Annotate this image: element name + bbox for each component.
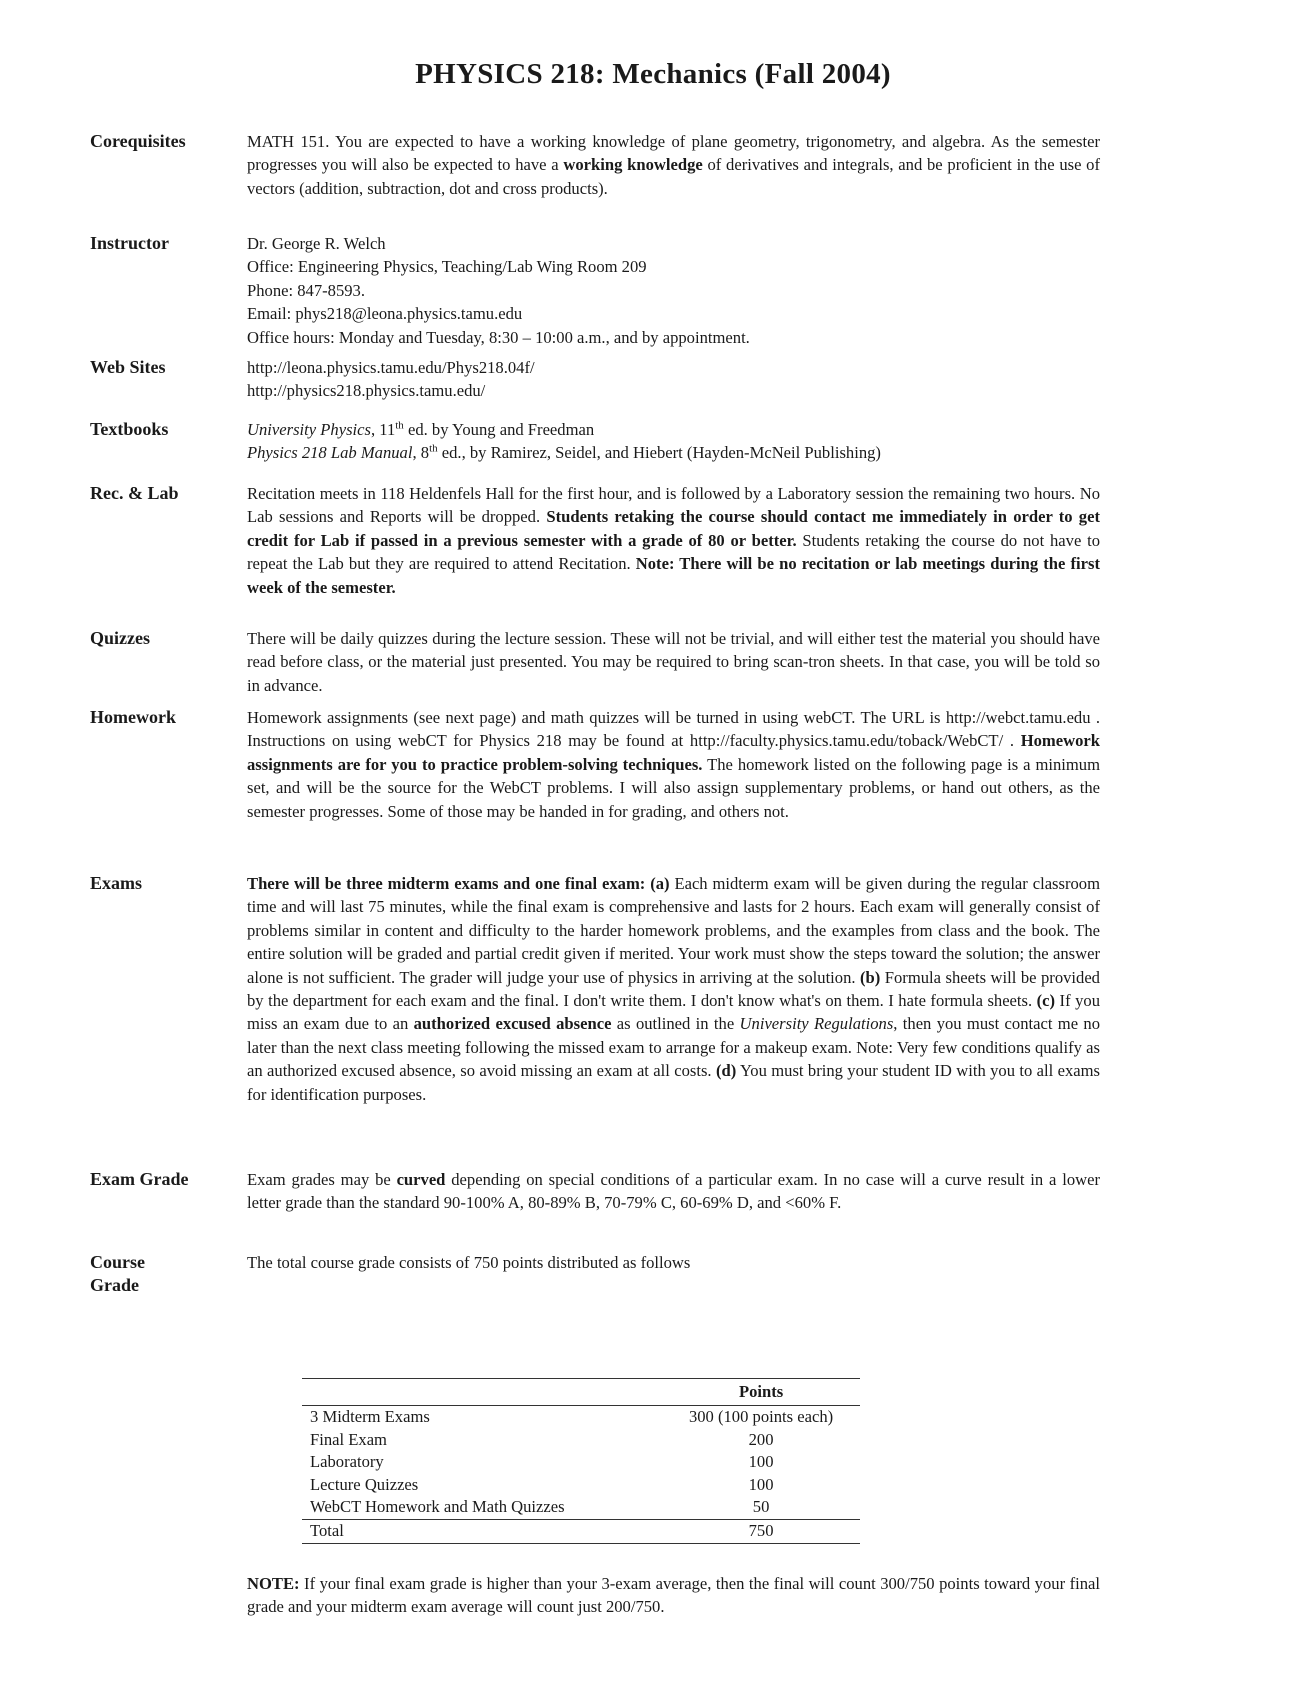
section-label: Exam Grade bbox=[90, 1169, 189, 1189]
section-label: Homework bbox=[90, 707, 176, 727]
instructor-office: Office: Engineering Physics, Teaching/Lab Wing Room 209 bbox=[247, 257, 647, 277]
table-row: 3 Midterm Exams 300 (100 points each) bbox=[310, 1407, 834, 1426]
textbook-item: University Physics, 11th ed. by Young and Freedman bbox=[247, 419, 595, 439]
section-label: Course Grade bbox=[90, 1252, 145, 1295]
section-label: Instructor bbox=[90, 233, 169, 253]
website-link[interactable]: http://physics218.physics.tamu.edu/ bbox=[247, 381, 486, 401]
section-body: There will be daily quizzes during the lecture session. These will not be trivial, and will either test the material you should have read before class, or the material just presented. You may be required to bring scan-tron sheets. In that case, you will be told so in advance. bbox=[247, 629, 1100, 695]
section-label: Rec. & Lab bbox=[90, 483, 179, 503]
instructor-email: Email: phys218@leona.physics.tamu.edu bbox=[247, 304, 523, 324]
final-note: NOTE: If your final exam grade is higher than your 3-exam average, then the final will count 300/750 points toward your final grade and your midterm exam average will count just 200/750. bbox=[247, 1574, 1100, 1617]
textbooks-list bbox=[247, 418, 1100, 465]
section-label: Quizzes bbox=[90, 628, 150, 648]
instructor-hours: Office hours: Monday and Tuesday, 8:30 – 10:00 a.m., and by appointment. bbox=[247, 327, 750, 347]
section-label: Web Sites bbox=[90, 357, 166, 377]
table-header-row bbox=[302, 1379, 860, 1406]
section-label: Textbooks bbox=[90, 419, 169, 439]
instructor-name: Dr. George R. Welch bbox=[247, 234, 386, 253]
section-body: Exam grades may be curved depending on special conditions of a particular exam. In no case will a curve result in a lower letter grade than the standard 90-100% A, 80-89% B, 70-79% C, 60-69% D, and <60% F. bbox=[247, 1170, 1100, 1213]
instructor-details bbox=[247, 232, 1100, 349]
course-grade-intro: The total course grade consists of 750 points distributed as follows bbox=[247, 1253, 691, 1272]
page-title: PHYSICS 218: Mechanics (Fall 2004) bbox=[415, 58, 891, 90]
instructor-phone: Phone: 847-8593. bbox=[247, 280, 365, 300]
table-row: Final Exam 200 bbox=[310, 1429, 774, 1449]
table-total-row: Total 750 bbox=[302, 1519, 860, 1543]
textbook-item: Physics 218 Lab Manual, 8th ed., by Ramirez, Seidel, and Hiebert (Hayden-McNeil Publishing) bbox=[247, 442, 881, 463]
section-body: Recitation meets in 118 Heldenfels Hall for the first hour, and is followed by a Laboratory session the remaining two hours. No Lab sessions and Reports will be dropped. Students retaking the course should contact me immediately in order to get credit for Lab if passed in a previous semester with a grade of 80 or better. Students retaking the course do not have to repeat the Lab but they are required to attend Recitation. Note: There will be no recitation or lab meetings during the first week of the semester. bbox=[247, 484, 1101, 597]
table-row: WebCT Homework and Math Quizzes 50 bbox=[310, 1497, 770, 1517]
table-row: Laboratory 100 bbox=[310, 1452, 774, 1472]
section-body: MATH 151. You are expected to have a working knowledge of plane geometry, trigonometry, and algebra. As the semester progresses you will also be expected to have a working knowledge of derivatives and integrals, and be proficient in the use of vectors (addition, subtraction, dot and cross products). bbox=[247, 132, 1100, 198]
websites-list bbox=[247, 356, 1100, 403]
section-label: Exams bbox=[90, 873, 143, 893]
points-table bbox=[302, 1378, 860, 1544]
table-row: Lecture Quizzes 100 bbox=[310, 1474, 774, 1494]
points-column-header: Points bbox=[662, 1379, 860, 1406]
section-body: Homework assignments (see next page) and math quizzes will be turned in using webCT. The URL is http://webct.tamu.edu . Instructions on using webCT for Physics 218 may be found at http://faculty.physics.tamu.edu/toback/WebCT/ . Homework assignments are for you to practice problem-solving techniques. The homework listed on the following page is a minimum set, and will be the source for the WebCT problems. I will also assign supplementary problems, or hand out others, as the semester progresses. Some of those may be handed in for grading, and others not. bbox=[247, 708, 1100, 821]
section-body: There will be three midterm exams and one final exam: (a) Each midterm exam will be given during the regular classroom time and will last 75 minutes, while the final exam is comprehensive and lasts for 2 hours. Each exam will generally consist of problems similar in content and difficulty to the harder homework problems, and the examples from class and the book. The entire solution will be graded and partial credit given if merited. Your work must show the steps toward the solution; the answer alone is not sufficient. The grader will judge your use of physics in arriving at the solution. (b) Formula sheets will be provided by the department for each exam and the final. I don't write them. I don't know what's on them. I hate formula sheets. (c) If you miss an exam due to an authorized excused absence as outlined in the University Regulations, then you must contact me no later than the next class meeting following the missed exam to arrange for a makeup exam. Note: Very few conditions qualify as an authorized excused absence, so avoid missing an exam at all costs. (d) You must bring your student ID with you to all exams for identification purposes. bbox=[247, 874, 1101, 1104]
website-link[interactable]: http://leona.physics.tamu.edu/Phys218.04f/ bbox=[247, 358, 535, 377]
section-label: Corequisites bbox=[90, 131, 186, 151]
